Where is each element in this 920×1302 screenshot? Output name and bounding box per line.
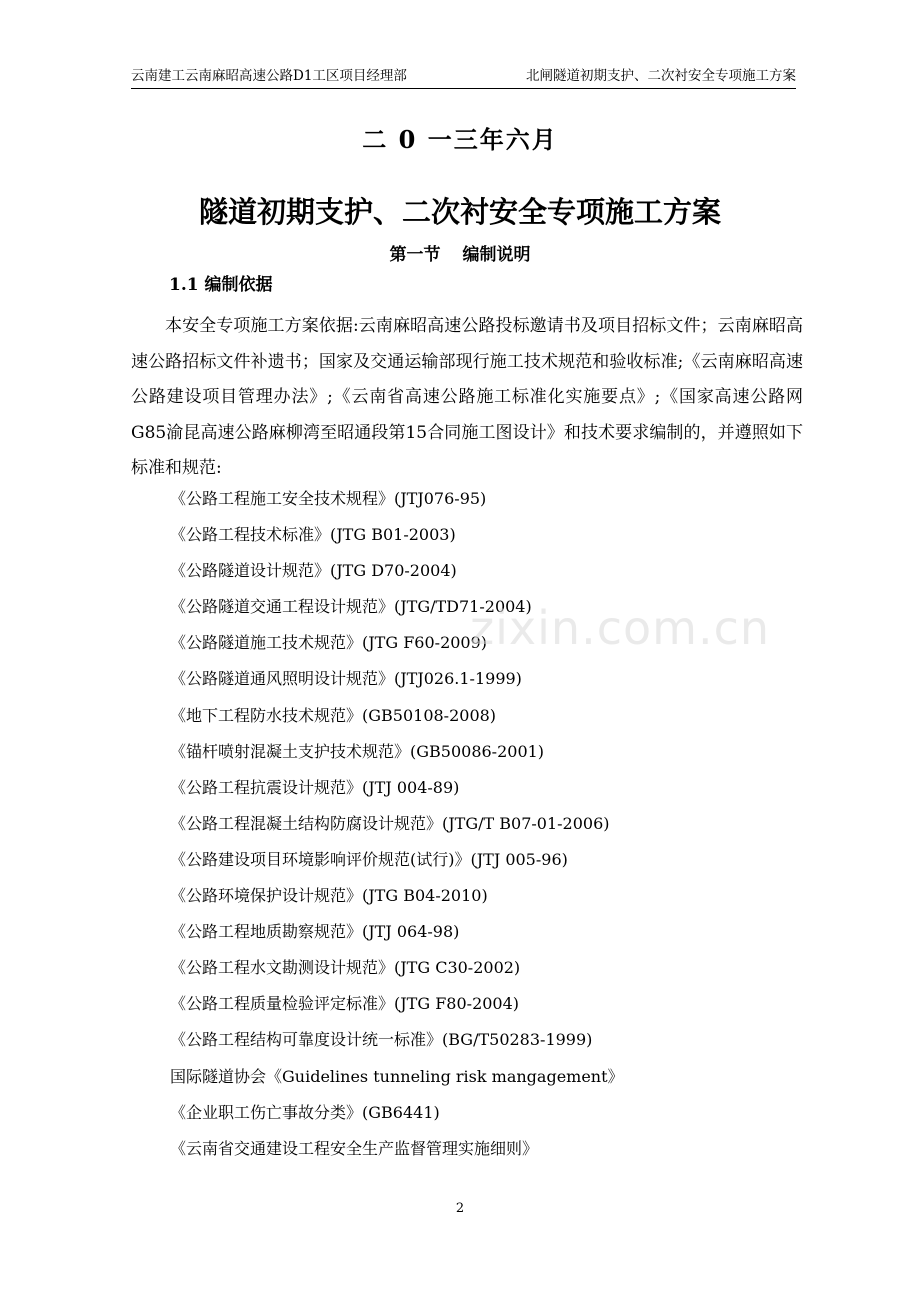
- standard-item: 《公路工程地质勘察规范》(JTJ 064-98): [170, 922, 460, 942]
- standard-item: 《云南省交通建设工程安全生产监督管理实施细则》: [170, 1138, 539, 1158]
- standard-item: 《企业职工伤亡事故分类》(GB6441): [170, 1102, 440, 1122]
- page-number: 2: [455, 1201, 465, 1216]
- standard-item: 《公路隧道设计规范》(JTG D70-2004): [170, 561, 457, 581]
- page-header: [131, 66, 796, 89]
- standard-item: 《公路工程水文勘测设计规范》(JTG C30-2002): [170, 958, 521, 978]
- standard-item: 《公路工程混凝土结构防腐设计规范》(JTG/T B07-01-2006): [170, 813, 610, 833]
- standard-item: 《公路环境保护设计规范》(JTG B04-2010): [170, 886, 488, 906]
- standard-item: 《公路建设项目环境影响评价规范(试行)》(JTJ 005-96): [170, 849, 568, 869]
- standard-item: 《公路隧道施工技术规范》(JTG F60-2009): [170, 633, 488, 653]
- standard-item: 《公路工程抗震设计规范》(JTJ 004-89): [170, 777, 460, 797]
- standard-item: 《锚杆喷射混凝土支护技术规范》(GB50086-2001): [170, 741, 545, 761]
- intro-paragraph: 本安全专项施工方案依据:云南麻昭高速公路投标邀请书及项目招标文件；云南麻昭高速公路招标文件补遗书；国家及交通运输部现行施工技术规范和验收标准;《云南麻昭高速公路建设项目管理办法》;《云南省高速公路施工标准化实施要点》;《国家高速公路网G85渝昆高速公路麻柳湾至昭通段第15合同施工图设计》和技术要求编制的，并遵照如下标准和规范:: [131, 316, 803, 479]
- standard-item: 《公路工程施工安全技术规程》(JTJ076-95): [170, 489, 487, 508]
- standard-item: 《公路工程质量检验评定标准》(JTG F80-2004): [170, 994, 520, 1014]
- header-left-text: 云南建工云南麻昭高速公路D1工区项目经理部: [131, 68, 407, 84]
- standard-item: 《公路工程技术标准》(JTG B01-2003): [170, 525, 456, 545]
- standards-list: [170, 481, 624, 1167]
- section-number: 第一节: [389, 245, 441, 265]
- watermark: zixin.com.cn: [470, 601, 771, 655]
- standard-item: 《地下工程防水技术规范》(GB50108-2008): [170, 705, 497, 725]
- standard-item: 《公路隧道通风照明设计规范》(JTJ026.1-1999): [170, 669, 522, 689]
- standard-item: 《公路工程结构可靠度设计统一标准》(BG/T50283-1999): [170, 1030, 593, 1050]
- section-heading: [0, 240, 920, 265]
- document-title: 隧道初期支护、二次衬安全专项施工方案: [198, 195, 721, 229]
- section-name: 编制说明: [462, 245, 531, 265]
- header-right-text: 北闸隧道初期支护、二次衬安全专项施工方案: [526, 68, 796, 84]
- standard-item: 《公路隧道交通工程设计规范》(JTG/TD71-2004): [170, 597, 532, 617]
- date-line: 二 0 一三年六月: [362, 125, 558, 154]
- standard-item: 国际隧道协会《Guidelines tunneling risk mangagement》: [170, 1066, 624, 1086]
- subsection-heading: 1.1 编制依据: [169, 275, 273, 295]
